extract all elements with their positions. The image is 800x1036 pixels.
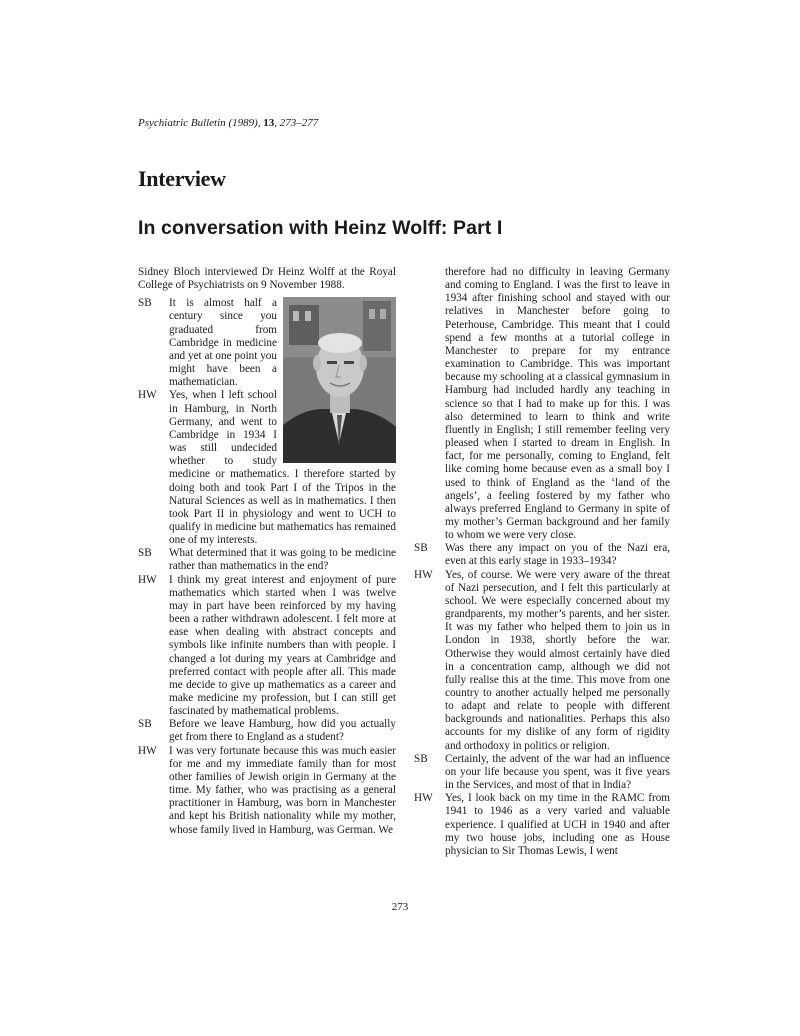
article-title: In conversation with Heinz Wolff: Part I [138,217,503,239]
exchange-text: It is almost half a century since you graduated from Cambridge in medicine and yet at one point you might have been a mathematician. [169,297,277,389]
exchange-2 [138,389,396,547]
citation-volume: 13 [263,117,275,129]
exchange-text: Yes, I look back on my time in the RAMC from 1941 to 1946 as a very varied and valuable experience. I qualified at UCH in 1940 and after my two house jobs, including one as House physician to Sir Thomas Lewis, I went [445,792,670,857]
citation-year: (1989), [225,117,264,129]
intro-paragraph: Sidney Bloch interviewed Dr Heinz Wolff at the Royal College of Psychiatrists on 9 November 1988. [138,266,396,292]
exchange-9 [414,753,670,792]
exchange-text: Was there any impact on you of the Nazi era, even at this early stage in 1933–1934? [445,542,670,568]
exchange-1 [138,297,396,389]
exchange-text: Certainly, the advent of the war had an influence on your life because you spent, was it five years in the Services, and most of that in India? [445,752,670,792]
speaker-label: HW [138,389,157,402]
section-label: Interview [138,166,226,191]
right-column [414,266,670,858]
speaker-label: HW [138,744,157,757]
exchange-7 [414,542,670,568]
exchange-text: I was very fortunate because this was much easier for me and my immediate family than for most other families of Jewish origin in Germany at the time. My father, who was practising as a general practitioner in Hamburg, was born in Manchester and kept his British nationality while my mother, whose family lived in Hamburg, was German. We [169,744,396,836]
citation [138,117,318,129]
speaker-label: HW [414,792,433,805]
continuation-text: therefore had no difficulty in leaving Germany and coming to England. I was the first to leave in 1934 after finishing school and stayed with our relatives in Manchester before going to Peterhouse, Cambridge. This meant that I could spend a few months at a tutorial college in Manchester to prepare for my entrance examination to Cambridge. This was important because my schooling at a classical gymnasium in Hamburg had included hardly any teaching in science so that I had to make up for this. I was also determined to learn to think and write fluently in English; I still remember feeling very pleased when I started to dream in English. In fact, for me personally, coming to England, felt like coming home because even as a small boy I used to think of England as the ‘land of the angels’, a feeling fostered by my father who always preferred England to Germany in spite of my mother’s German background and her family to whom we were very close. [445,266,670,542]
exchange-3 [138,547,396,573]
left-column [138,266,396,837]
speaker-label: SB [138,297,152,310]
speaker-label: SB [138,547,152,560]
exchange-text: Yes, when I left school in Hamburg, in North Germany, and went to Cambridge in 1934 I was still undecided whether to study medicine or mathematics. I therefore started by doing both and took Part I of the Tripos in the Natural Sciences as well as in mathematics. I then took Part II in physiology and went to UCH to qualify in medicine but mathematics has remained one of my interests. [169,389,396,547]
exchange-10 [414,792,670,858]
speaker-label: SB [138,718,152,731]
speaker-label: SB [414,542,428,555]
speaker-label: HW [138,573,157,586]
exchange-text: Yes, of course. We were very aware of the threat of Nazi persecution, and I felt this particularly at school. We were especially concerned about my grandparents, my mother’s parents, and her sister. It was my father who helped them to join us in London in 1938, shortly before the war. Otherwise they would almost certainly have died in a concentration camp, although we did not fully realise this at the time. This move from one country to another actually helped me personally to adapt and relate to people with different backgrounds and nationalities. Perhaps this also accounts for my dislike of any form of rigidity and orthodoxy in politics or religion. [445,568,670,752]
journal-name: Psychiatric Bulletin [138,117,226,129]
citation-pages: , 273–277 [274,117,319,129]
page-number: 273 [391,901,409,913]
exchange-text: Before we leave Hamburg, how did you actually get from there to England as a student? [169,718,396,744]
speaker-label: SB [414,752,428,765]
exchange-5 [138,718,396,744]
exchange-4 [138,574,396,719]
exchange-text: What determined that it was going to be medicine rather than mathematics in the end? [169,547,396,573]
speaker-label: HW [414,568,433,581]
exchange-8 [414,569,670,753]
exchange-text: I think my great interest and enjoyment of pure mathematics which started when I was twelve may in part have been reinforced by my having been a rather withdrawn adolescent. I felt more at ease when dealing with abstract concepts and symbols like infinite numbers than with people. I changed a lot during my years at Cambridge and preferred contact with people after all. This made me decide to give up mathematics as a career and make medicine my profession, but I can still get fascinated by mathematical problems. [169,573,396,718]
exchange-6 [138,745,396,837]
